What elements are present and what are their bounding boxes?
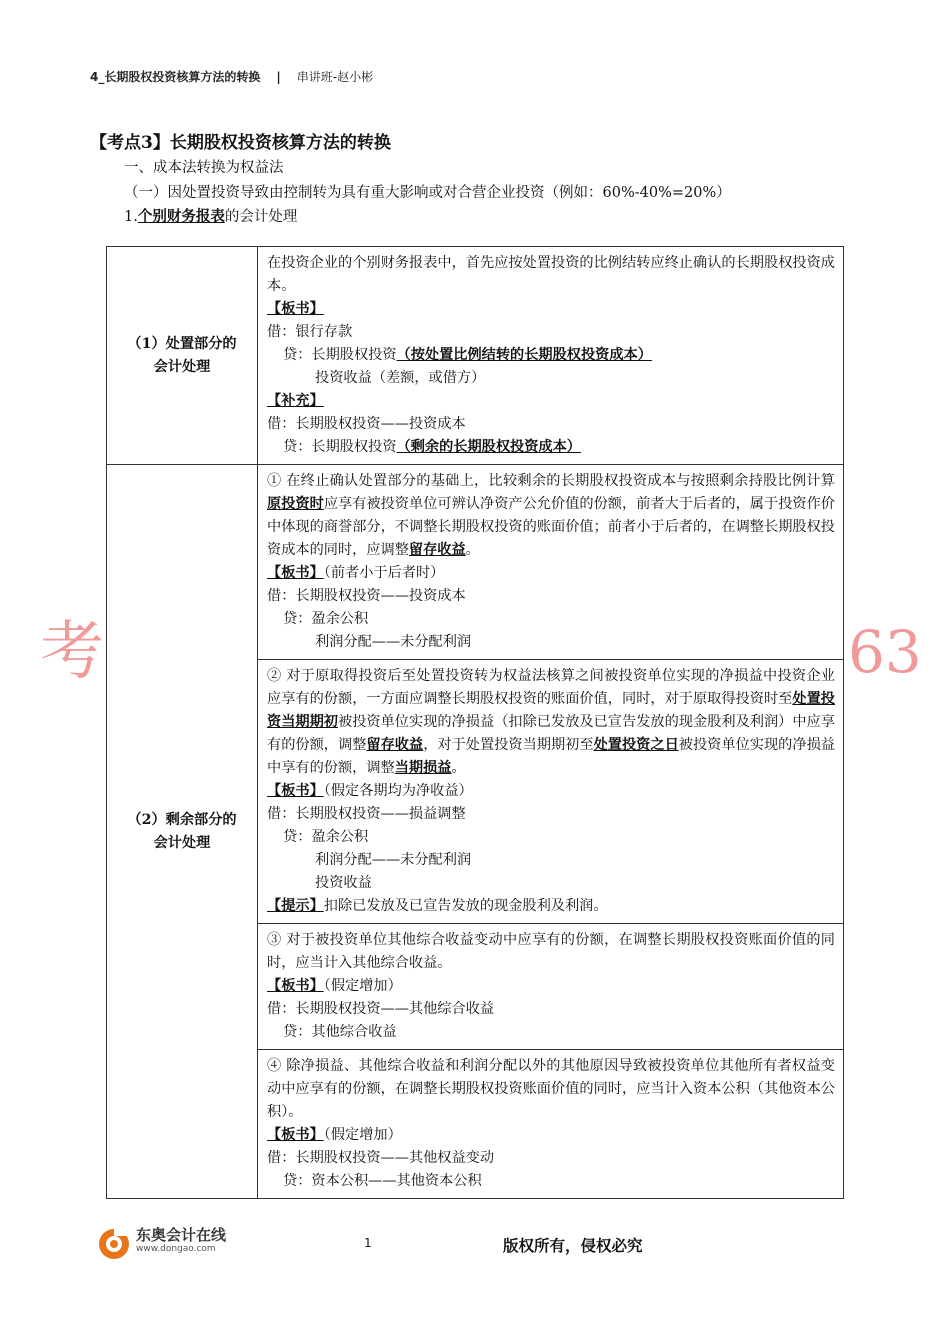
section-heading-3 xyxy=(124,205,297,226)
row-label-remaining xyxy=(107,465,258,1199)
remaining-item-4 xyxy=(258,1050,844,1199)
journal-credit: 贷：资本公积——其他资本公积 xyxy=(283,1173,482,1189)
table-row-remaining-1 xyxy=(107,465,844,660)
label-line: （2）剩余部分的 xyxy=(127,811,237,828)
journal-credit: 利润分配——未分配利润 xyxy=(315,852,472,868)
credit-text: 贷：长期股权投资 xyxy=(283,347,397,363)
label-line: （1）处置部分的 xyxy=(127,335,237,352)
row-label-disposed xyxy=(107,247,258,465)
label-line: 会计处理 xyxy=(153,834,211,851)
label-line: 会计处理 xyxy=(153,358,211,375)
watermark-left: 考 xyxy=(40,615,104,689)
journal-debit: 借：长期股权投资——投资成本 xyxy=(267,416,466,432)
journal-debit: 借：长期股权投资——投资成本 xyxy=(267,588,466,604)
tip-line: 【提示】扣除已发放及已宣告发放的现金股利及利润。 xyxy=(267,898,608,914)
board-label: 【板书】 xyxy=(267,301,324,317)
page-header xyxy=(90,68,373,85)
page-number: 1 xyxy=(364,1236,372,1250)
credit-text: 贷：长期股权投资 xyxy=(283,439,397,455)
dongao-logo-icon xyxy=(94,1222,134,1262)
remaining-item-2 xyxy=(258,660,844,924)
section3-prefix: 1. xyxy=(124,209,138,225)
remaining-item-3 xyxy=(258,924,844,1050)
page-title: 【考点3】长期股权投资核算方法的转换 xyxy=(90,133,391,153)
section3-underlined: 个别财务报表 xyxy=(137,208,225,225)
copyright-notice: 版权所有，侵权必究 xyxy=(503,1236,643,1255)
journal-credit xyxy=(267,344,835,367)
logo-text: 东奥会计在线 xyxy=(136,1226,227,1244)
supplement-label: 【补充】 xyxy=(267,393,324,409)
credit-note: （剩余的长期股权投资成本） xyxy=(396,439,581,455)
journal-credit xyxy=(267,436,835,459)
chapter-title: 4_长期股权投资核算方法的转换 xyxy=(90,70,261,84)
board-line: 【板书】（前者小于后者时） xyxy=(267,565,445,581)
item-text: ② 对于原取得投资后至处置投资转为权益法核算之间被投资单位实现的净损益中投资企业应享有的份额，一方面应调整长期股权投资的账面价值，同时，对于原取得投资时至处置投资当期期初被投资单位实现的净损益（扣除已发放及已宣告发放的现金股利及利润）中应享有的份额，调整留存收益，对于处置投资当期期初至处置投资之日被投资单位实现的净损益中享有的份额，调整当期损益。 xyxy=(267,668,835,776)
journal-credit: 贷：盈余公积 xyxy=(283,611,369,627)
table-row-disposed xyxy=(107,247,844,465)
section-heading-1: 一、成本法转换为权益法 xyxy=(124,160,284,176)
journal-credit: 贷：盈余公积 xyxy=(283,829,369,845)
item-text: ① 在终止确认处置部分的基础上，比较剩余的长期股权投资成本与按照剩余持股比例计算原投资时应享有被投资单位可辨认净资产公允价值的份额，前者大于后者的，属于投资作价中体现的商誉部分，不调整长期股权投资的账面价值；前者小于后者的，在调整长期股权投资成本的同时，应调整留存收益。 xyxy=(267,473,835,558)
journal-debit: 借：长期股权投资——其他综合收益 xyxy=(267,1001,495,1017)
journal-debit: 借：长期股权投资——损益调整 xyxy=(267,806,466,822)
journal-debit: 借：长期股权投资——其他权益变动 xyxy=(267,1150,495,1166)
accounting-table xyxy=(106,246,844,1199)
header-separator: | xyxy=(276,70,281,84)
section-heading-2: （一）因处置投资导致由控制转为具有重大影响或对合营企业投资（例如：60%-40%=20%） xyxy=(124,185,731,201)
intro-text: 在投资企业的个别财务报表中，首先应按处置投资的比例结转应终止确认的长期股权投资成本。 xyxy=(267,255,835,294)
item-text: ④ 除净损益、其他综合收益和利润分配以外的其他原因导致被投资单位其他所有者权益变动中应享有的份额，在调整长期股权投资账面价值的同时，应当计入资本公积（其他资本公积）。 xyxy=(267,1058,835,1120)
journal-credit: 投资收益（差额，或借方） xyxy=(315,370,486,386)
credit-note: （按处置比例结转的长期股权投资成本） xyxy=(396,347,652,363)
board-line: 【板书】（假定增加） xyxy=(267,1127,402,1143)
row-content-disposed xyxy=(258,247,844,465)
board-line: 【板书】（假定增加） xyxy=(267,978,402,994)
course-name: 串讲班-赵小彬 xyxy=(296,70,374,84)
watermark-right: 63 xyxy=(848,618,922,686)
board-line: 【板书】（假定各期均为净收益） xyxy=(267,783,473,799)
remaining-item-1 xyxy=(258,465,844,660)
item-text: ③ 对于被投资单位其他综合收益变动中应享有的份额，在调整长期股权投资账面价值的同时，应当计入其他综合收益。 xyxy=(267,932,835,971)
journal-credit: 贷：其他综合收益 xyxy=(283,1024,397,1040)
journal-credit: 投资收益 xyxy=(315,875,372,891)
journal-credit: 利润分配——未分配利润 xyxy=(315,634,472,650)
section3-suffix: 的会计处理 xyxy=(224,209,298,225)
journal-debit: 借：银行存款 xyxy=(267,324,353,340)
logo-url: www.dongao.com xyxy=(136,1244,216,1254)
